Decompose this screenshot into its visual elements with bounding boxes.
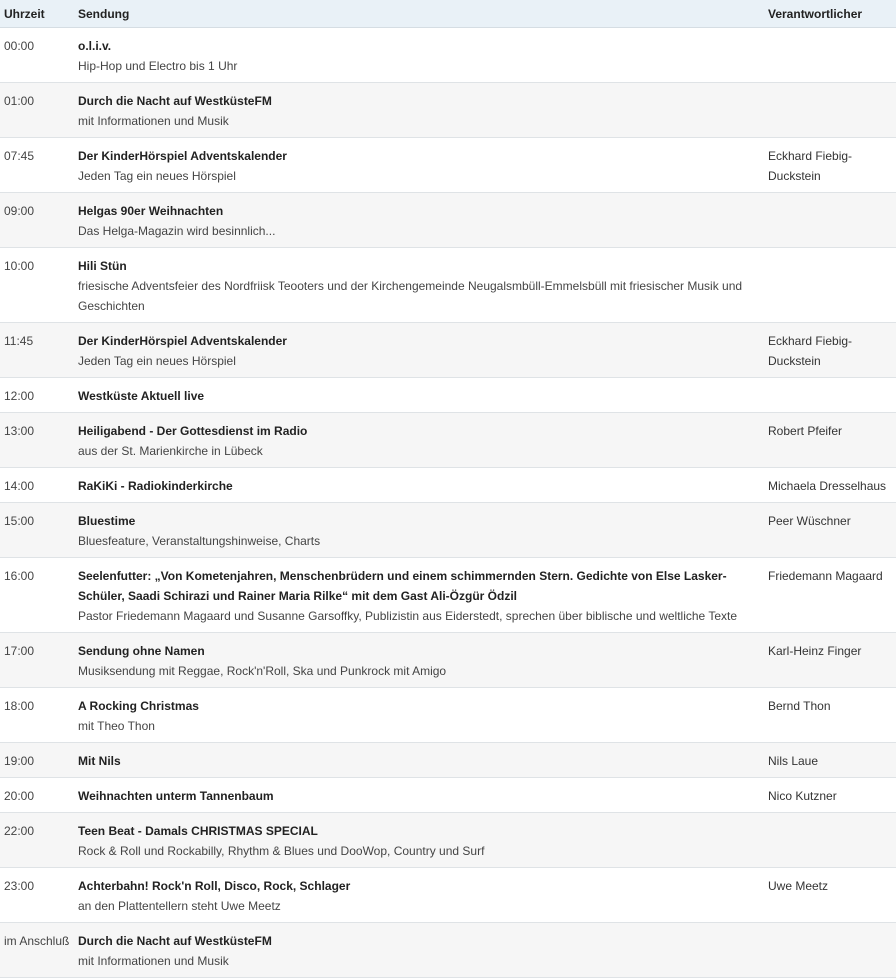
show-subtitle: aus der St. Marienkirche in Lübeck (78, 444, 263, 458)
time-cell: 10:00 (0, 248, 74, 323)
host-cell: Eckhard Fiebig-Duckstein (764, 323, 896, 378)
table-row (0, 743, 896, 778)
host-cell (764, 83, 896, 138)
table-row (0, 378, 896, 413)
show-subtitle: Hip-Hop und Electro bis 1 Uhr (78, 59, 238, 73)
host-cell: Michaela Dresselhaus (764, 468, 896, 503)
show-title: o.l.i.v. (78, 39, 112, 53)
host-cell: Robert Pfeifer (764, 413, 896, 468)
time-cell: 19:00 (0, 743, 74, 778)
time-cell: 07:45 (0, 138, 74, 193)
host-cell (764, 193, 896, 248)
show-cell (74, 813, 764, 868)
host-cell: Nico Kutzner (764, 778, 896, 813)
show-cell (74, 413, 764, 468)
show-subtitle: Das Helga-Magazin wird besinnlich... (78, 224, 276, 238)
table-row (0, 83, 896, 138)
show-title: Durch die Nacht auf WestküsteFM (78, 94, 272, 108)
show-cell (74, 378, 764, 413)
time-cell: 18:00 (0, 688, 74, 743)
host-cell: Nils Laue (764, 743, 896, 778)
time-cell: 13:00 (0, 413, 74, 468)
time-cell: 01:00 (0, 83, 74, 138)
time-cell: 11:45 (0, 323, 74, 378)
host-cell (764, 813, 896, 868)
table-header-row (0, 0, 896, 28)
time-cell: 15:00 (0, 503, 74, 558)
time-cell: 22:00 (0, 813, 74, 868)
show-cell (74, 138, 764, 193)
time-cell: 00:00 (0, 28, 74, 83)
show-cell (74, 503, 764, 558)
show-cell (74, 743, 764, 778)
show-cell (74, 83, 764, 138)
host-cell: Peer Wüschner (764, 503, 896, 558)
show-title: RaKiKi - Radiokinderkirche (78, 479, 233, 493)
show-cell (74, 28, 764, 83)
host-cell: Friedemann Magaard (764, 558, 896, 633)
time-cell: im Anschluß (0, 923, 74, 978)
header-time: Uhrzeit (0, 0, 74, 28)
table-row (0, 868, 896, 923)
show-title: Hili Stün (78, 259, 127, 273)
show-cell (74, 633, 764, 688)
table-row (0, 558, 896, 633)
header-host: Verantwortlicher (764, 0, 896, 28)
host-cell (764, 923, 896, 978)
show-title: A Rocking Christmas (78, 699, 199, 713)
time-cell: 09:00 (0, 193, 74, 248)
header-show: Sendung (74, 0, 764, 28)
table-row (0, 323, 896, 378)
show-subtitle: friesische Adventsfeier des Nordfriisk Teooters und der Kirchengemeinde Neugalsmbüll-Emmelsbüll mit friesischer Musik und Geschichten (78, 279, 743, 313)
show-title: Seelenfutter: „Von Kometenjahren, Menschenbrüdern und einem schimmernden Stern. Gedichte von Else Lasker-Schüler, Saadi Schirazi und Rainer Maria Rilke“ mit dem Gast Ali-Özgür Ödzil (78, 569, 727, 603)
show-subtitle: mit Informationen und Musik (78, 954, 229, 968)
time-cell: 20:00 (0, 778, 74, 813)
show-subtitle: Jeden Tag ein neues Hörspiel (78, 169, 236, 183)
show-cell (74, 468, 764, 503)
show-subtitle: Bluesfeature, Veranstaltungshinweise, Charts (78, 534, 321, 548)
show-title: Achterbahn! Rock'n Roll, Disco, Rock, Schlager (78, 879, 351, 893)
host-cell (764, 28, 896, 83)
show-title: Helgas 90er Weihnachten (78, 204, 224, 218)
show-title: Sendung ohne Namen (78, 644, 205, 658)
table-row (0, 138, 896, 193)
show-subtitle: Rock & Roll und Rockabilly, Rhythm & Blues und DooWop, Country und Surf (78, 844, 485, 858)
table-row (0, 413, 896, 468)
time-cell: 16:00 (0, 558, 74, 633)
host-cell (764, 378, 896, 413)
host-cell: Uwe Meetz (764, 868, 896, 923)
show-subtitle: mit Theo Thon (78, 719, 155, 733)
table-row (0, 193, 896, 248)
host-cell: Bernd Thon (764, 688, 896, 743)
show-cell (74, 558, 764, 633)
show-cell (74, 323, 764, 378)
table-row (0, 923, 896, 978)
show-title: Der KinderHörspiel Adventskalender (78, 149, 287, 163)
show-subtitle: mit Informationen und Musik (78, 114, 229, 128)
show-subtitle: an den Plattentellern steht Uwe Meetz (78, 899, 281, 913)
time-cell: 23:00 (0, 868, 74, 923)
show-subtitle: Musiksendung mit Reggae, Rock'n'Roll, Ska und Punkrock mit Amigo (78, 664, 447, 678)
host-cell: Karl-Heinz Finger (764, 633, 896, 688)
show-cell (74, 778, 764, 813)
table-row (0, 633, 896, 688)
table-row (0, 468, 896, 503)
show-title: Teen Beat - Damals CHRISTMAS SPECIAL (78, 824, 318, 838)
show-cell (74, 193, 764, 248)
show-title: Heiligabend - Der Gottesdienst im Radio (78, 424, 308, 438)
show-cell (74, 868, 764, 923)
show-subtitle: Pastor Friedemann Magaard und Susanne Garsoffky, Publizistin aus Eiderstedt, sprechen über biblische und weltliche Texte (78, 609, 738, 623)
host-cell (764, 248, 896, 323)
show-cell (74, 923, 764, 978)
show-title: Mit Nils (78, 754, 121, 768)
show-cell (74, 688, 764, 743)
table-row (0, 503, 896, 558)
time-cell: 14:00 (0, 468, 74, 503)
show-subtitle: Jeden Tag ein neues Hörspiel (78, 354, 236, 368)
show-title: Der KinderHörspiel Adventskalender (78, 334, 287, 348)
host-cell: Eckhard Fiebig-Duckstein (764, 138, 896, 193)
show-title: Weihnachten unterm Tannenbaum (78, 789, 274, 803)
table-row (0, 778, 896, 813)
table-row (0, 688, 896, 743)
table-row (0, 248, 896, 323)
time-cell: 17:00 (0, 633, 74, 688)
time-cell: 12:00 (0, 378, 74, 413)
show-title: Durch die Nacht auf WestküsteFM (78, 934, 272, 948)
table-row (0, 813, 896, 868)
show-cell (74, 248, 764, 323)
table-row (0, 28, 896, 83)
show-title: Westküste Aktuell live (78, 389, 205, 403)
show-title: Bluestime (78, 514, 136, 528)
